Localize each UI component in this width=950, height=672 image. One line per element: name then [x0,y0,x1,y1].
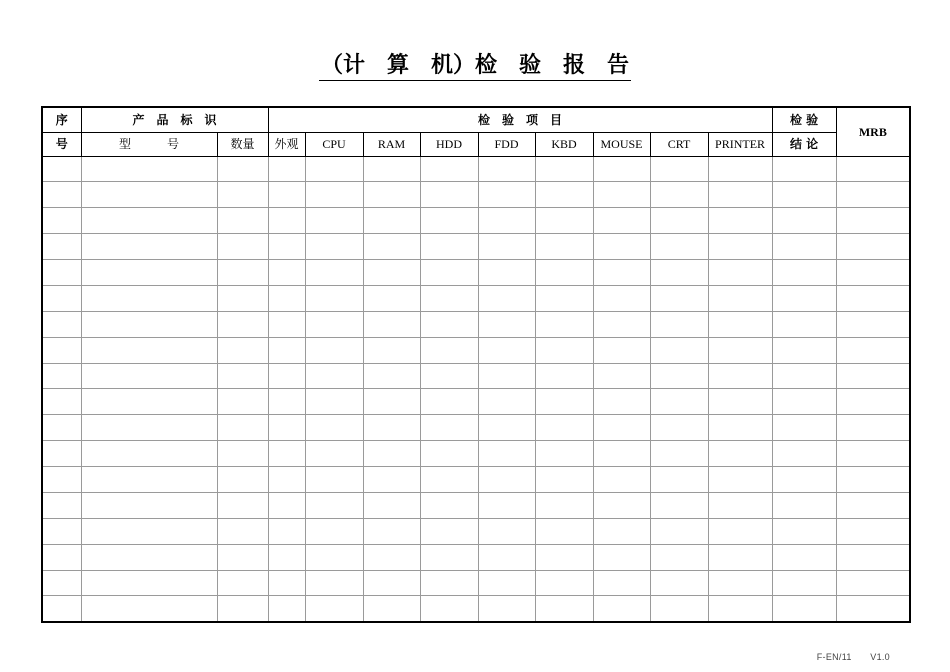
cell-mrb [836,492,910,518]
item-header-mouse: MOUSE [593,132,650,156]
cell-appearance [268,389,305,415]
cell-conclusion [772,596,836,622]
cell-seq [42,311,81,337]
table-row [42,260,910,286]
cell-fdd [478,285,535,311]
cell-kbd [535,208,593,234]
product-id-header: 产 品 标 识 [81,107,268,132]
table-row [42,596,910,622]
cell-fdd [478,596,535,622]
cell-crt [650,260,708,286]
cell-fdd [478,156,535,182]
item-header-cpu: CPU [305,132,363,156]
cell-fdd [478,492,535,518]
cell-mrb [836,596,910,622]
cell-quantity [217,285,268,311]
cell-crt [650,182,708,208]
cell-mrb [836,337,910,363]
cell-appearance [268,363,305,389]
cell-cpu [305,234,363,260]
cell-conclusion [772,492,836,518]
cell-model [81,182,217,208]
cell-kbd [535,596,593,622]
cell-printer [708,415,772,441]
cell-ram [363,208,420,234]
cell-appearance [268,337,305,363]
cell-hdd [420,208,478,234]
cell-printer [708,182,772,208]
cell-seq [42,260,81,286]
cell-appearance [268,441,305,467]
cell-printer [708,441,772,467]
cell-model [81,234,217,260]
cell-appearance [268,234,305,260]
cell-ram [363,596,420,622]
table-row [42,441,910,467]
cell-printer [708,208,772,234]
cell-mrb [836,441,910,467]
cell-fdd [478,415,535,441]
cell-model [81,389,217,415]
cell-seq [42,596,81,622]
cell-ram [363,415,420,441]
cell-cpu [305,467,363,493]
cell-crt [650,389,708,415]
cell-conclusion [772,260,836,286]
item-header-kbd: KBD [535,132,593,156]
cell-seq [42,208,81,234]
cell-model [81,311,217,337]
cell-hdd [420,182,478,208]
cell-mrb [836,260,910,286]
cell-model [81,544,217,570]
cell-mrb [836,156,910,182]
cell-model [81,415,217,441]
cell-model [81,441,217,467]
cell-printer [708,311,772,337]
cell-kbd [535,182,593,208]
cell-quantity [217,208,268,234]
cell-model [81,337,217,363]
cell-cpu [305,208,363,234]
conclusion-header-bottom: 结 论 [772,132,836,156]
cell-hdd [420,415,478,441]
table-row [42,285,910,311]
cell-kbd [535,518,593,544]
cell-hdd [420,285,478,311]
cell-kbd [535,570,593,596]
cell-conclusion [772,311,836,337]
cell-hdd [420,156,478,182]
cell-seq [42,285,81,311]
cell-printer [708,389,772,415]
cell-mouse [593,467,650,493]
cell-quantity [217,389,268,415]
cell-quantity [217,182,268,208]
cell-ram [363,570,420,596]
cell-printer [708,467,772,493]
cell-crt [650,311,708,337]
cell-quantity [217,415,268,441]
cell-crt [650,337,708,363]
cell-fdd [478,208,535,234]
cell-ram [363,285,420,311]
header-row-1 [42,107,910,132]
cell-mouse [593,570,650,596]
cell-printer [708,260,772,286]
form-code: F-EN/11 V1.0 [816,652,890,662]
cell-conclusion [772,544,836,570]
cell-appearance [268,415,305,441]
cell-crt [650,467,708,493]
cell-appearance [268,492,305,518]
cell-quantity [217,260,268,286]
cell-kbd [535,441,593,467]
table-row [42,311,910,337]
cell-cpu [305,260,363,286]
cell-appearance [268,208,305,234]
item-header-ram: RAM [363,132,420,156]
cell-mouse [593,389,650,415]
cell-conclusion [772,234,836,260]
cell-mouse [593,337,650,363]
cell-crt [650,363,708,389]
cell-kbd [535,156,593,182]
table-row [42,182,910,208]
table-row [42,337,910,363]
cell-ram [363,363,420,389]
cell-seq [42,363,81,389]
cell-kbd [535,260,593,286]
cell-seq [42,570,81,596]
cell-ram [363,156,420,182]
cell-mrb [836,544,910,570]
table-row [42,156,910,182]
cell-model [81,570,217,596]
cell-mouse [593,260,650,286]
cell-printer [708,285,772,311]
cell-appearance [268,182,305,208]
cell-cpu [305,182,363,208]
cell-mouse [593,492,650,518]
cell-fdd [478,234,535,260]
cell-printer [708,156,772,182]
cell-quantity [217,570,268,596]
cell-hdd [420,544,478,570]
cell-ram [363,492,420,518]
cell-hdd [420,518,478,544]
cell-model [81,156,217,182]
cell-kbd [535,492,593,518]
cell-crt [650,208,708,234]
cell-seq [42,467,81,493]
cell-ram [363,467,420,493]
cell-crt [650,285,708,311]
cell-appearance [268,467,305,493]
cell-mrb [836,182,910,208]
table-row [42,492,910,518]
item-header-printer: PRINTER [708,132,772,156]
cell-fdd [478,441,535,467]
item-header-fdd: FDD [478,132,535,156]
cell-quantity [217,544,268,570]
cell-quantity [217,467,268,493]
cell-hdd [420,389,478,415]
cell-fdd [478,570,535,596]
cell-kbd [535,467,593,493]
cell-fdd [478,311,535,337]
cell-quantity [217,156,268,182]
cell-model [81,518,217,544]
report-title [0,52,950,81]
item-header-hdd: HDD [420,132,478,156]
report-title-text: （计 算 机）检 验 报 告 [319,52,631,81]
cell-cpu [305,156,363,182]
cell-mouse [593,285,650,311]
cell-hdd [420,311,478,337]
cell-seq [42,492,81,518]
inspection-report-table [41,106,911,623]
seq-header-bottom: 号 [42,132,81,156]
cell-kbd [535,337,593,363]
cell-conclusion [772,518,836,544]
cell-appearance [268,156,305,182]
cell-hdd [420,492,478,518]
cell-conclusion [772,467,836,493]
cell-seq [42,415,81,441]
cell-mrb [836,518,910,544]
cell-hdd [420,234,478,260]
cell-appearance [268,544,305,570]
header-row-2 [42,132,910,156]
table-row [42,467,910,493]
cell-kbd [535,544,593,570]
table-row [42,363,910,389]
cell-cpu [305,596,363,622]
cell-quantity [217,518,268,544]
cell-fdd [478,260,535,286]
cell-hdd [420,337,478,363]
cell-crt [650,441,708,467]
cell-cpu [305,570,363,596]
cell-ram [363,441,420,467]
cell-quantity [217,596,268,622]
cell-printer [708,544,772,570]
cell-crt [650,544,708,570]
cell-appearance [268,311,305,337]
cell-hdd [420,441,478,467]
cell-fdd [478,518,535,544]
cell-crt [650,518,708,544]
cell-crt [650,492,708,518]
cell-seq [42,234,81,260]
cell-cpu [305,415,363,441]
cell-quantity [217,492,268,518]
cell-cpu [305,337,363,363]
cell-mrb [836,415,910,441]
cell-conclusion [772,441,836,467]
cell-conclusion [772,363,836,389]
cell-quantity [217,234,268,260]
cell-mrb [836,208,910,234]
cell-cpu [305,285,363,311]
cell-kbd [535,234,593,260]
cell-mouse [593,182,650,208]
table-row [42,389,910,415]
cell-model [81,596,217,622]
cell-mouse [593,156,650,182]
cell-kbd [535,415,593,441]
cell-fdd [478,544,535,570]
cell-printer [708,337,772,363]
cell-kbd [535,363,593,389]
cell-appearance [268,285,305,311]
cell-ram [363,311,420,337]
cell-ram [363,518,420,544]
cell-ram [363,389,420,415]
cell-conclusion [772,156,836,182]
cell-mouse [593,363,650,389]
cell-ram [363,544,420,570]
cell-hdd [420,596,478,622]
cell-ram [363,234,420,260]
cell-kbd [535,285,593,311]
table-row [42,544,910,570]
cell-mouse [593,596,650,622]
cell-mouse [593,518,650,544]
cell-model [81,285,217,311]
cell-model [81,467,217,493]
cell-ram [363,260,420,286]
cell-conclusion [772,389,836,415]
table-row [42,234,910,260]
cell-model [81,492,217,518]
cell-printer [708,234,772,260]
cell-mouse [593,415,650,441]
cell-crt [650,596,708,622]
cell-mrb [836,285,910,311]
cell-mrb [836,570,910,596]
cell-conclusion [772,285,836,311]
cell-mrb [836,363,910,389]
cell-cpu [305,311,363,337]
cell-model [81,363,217,389]
cell-quantity [217,337,268,363]
table-row [42,208,910,234]
cell-printer [708,492,772,518]
cell-seq [42,441,81,467]
cell-conclusion [772,337,836,363]
cell-crt [650,234,708,260]
cell-cpu [305,363,363,389]
cell-cpu [305,544,363,570]
cell-seq [42,518,81,544]
quantity-header: 数量 [217,132,268,156]
cell-mouse [593,234,650,260]
cell-fdd [478,182,535,208]
cell-fdd [478,363,535,389]
cell-quantity [217,363,268,389]
cell-hdd [420,570,478,596]
cell-mrb [836,389,910,415]
cell-appearance [268,596,305,622]
cell-printer [708,363,772,389]
cell-kbd [535,311,593,337]
cell-mouse [593,208,650,234]
cell-ram [363,337,420,363]
cell-fdd [478,337,535,363]
cell-fdd [478,389,535,415]
cell-mrb [836,467,910,493]
cell-hdd [420,363,478,389]
cell-appearance [268,260,305,286]
cell-ram [363,182,420,208]
model-header: 型 号 [81,132,217,156]
table-row [42,570,910,596]
cell-cpu [305,389,363,415]
cell-appearance [268,570,305,596]
cell-cpu [305,492,363,518]
cell-appearance [268,518,305,544]
cell-seq [42,156,81,182]
cell-quantity [217,311,268,337]
cell-seq [42,389,81,415]
cell-conclusion [772,570,836,596]
cell-crt [650,570,708,596]
cell-hdd [420,260,478,286]
cell-cpu [305,518,363,544]
cell-seq [42,544,81,570]
cell-printer [708,596,772,622]
cell-model [81,208,217,234]
cell-kbd [535,389,593,415]
cell-cpu [305,441,363,467]
seq-header-top: 序 [42,107,81,132]
cell-mouse [593,441,650,467]
cell-mouse [593,544,650,570]
item-header-appearance: 外观 [268,132,305,156]
mrb-header: MRB [836,107,910,156]
cell-mrb [836,234,910,260]
cell-model [81,260,217,286]
conclusion-header-top: 检 验 [772,107,836,132]
inspection-items-header: 检 验 项 目 [268,107,772,132]
item-header-crt: CRT [650,132,708,156]
cell-conclusion [772,208,836,234]
cell-hdd [420,467,478,493]
cell-crt [650,415,708,441]
cell-fdd [478,467,535,493]
cell-printer [708,570,772,596]
cell-mouse [593,311,650,337]
cell-mrb [836,311,910,337]
cell-seq [42,337,81,363]
cell-seq [42,182,81,208]
table-row [42,518,910,544]
cell-crt [650,156,708,182]
cell-conclusion [772,415,836,441]
cell-conclusion [772,182,836,208]
table-row [42,415,910,441]
cell-quantity [217,441,268,467]
cell-printer [708,518,772,544]
